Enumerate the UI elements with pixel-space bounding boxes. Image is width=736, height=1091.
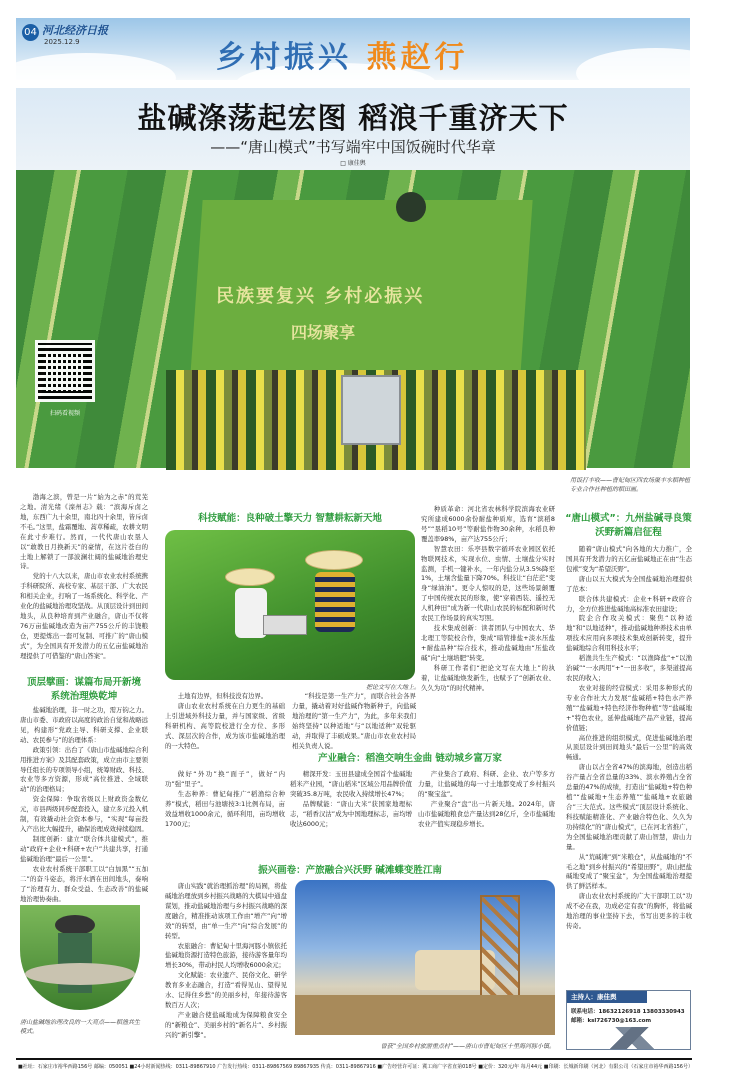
field-art-slogan: 民族要复兴 乡村必振兴 <box>216 286 425 307</box>
industry-text-col2: 精深开发：玉田县建成全国首个盐碱地稻米产业园，“唐山稻米”区域公用品牌价值突破35.8万吨，农民收入持续增长47%； 品牌赋能：“唐山大米”获国家地理标志，“稻香汉沽”成为中国地理标志，亩均增收达6000元； <box>290 770 412 828</box>
editor-host-label: 主持人：康佳舆 <box>567 991 647 1003</box>
masthead-band <box>16 18 690 80</box>
observation-building <box>341 375 401 445</box>
byline: □ 康佳舆 <box>340 160 366 167</box>
qr-caption: 扫码看视频 <box>49 410 80 417</box>
footer-divider <box>16 1058 692 1060</box>
qr-code[interactable] <box>35 340 95 402</box>
editor-phone: 联系电话：18632126918 13803330943 <box>571 1009 685 1015</box>
aerial-rice-field-photo <box>16 170 690 468</box>
industry-text-col3: 产业集合了政府、科研、企业、农户等多方力量，让盐碱地的每一寸土地都变成了乡村振兴的“聚宝盆”。 产业聚合“盘”出一片新天地。2024年，唐山市盐碱地粮食总产量达到28亿斤，全市盐碱地农业产值实现稳步增长。 <box>418 770 555 828</box>
section-text-top-level: 盐碱地治理，非一时之功，需万钧之力。唐山市委、市政府以高度的政治自觉和战略远见，构建形“党政主导、科研支撑、企业联动、农民参与”的治理体系： 政策引领：出台了《唐山市盐碱地综合利用推进方案》及其配套政策，成立由市主要领导任组长的专项领导小组，统筹财政、科技、农业等多方资源，形成“高位推进、全域联动”的治理格局； 资金保障：争取省级以上财政资金数亿元，市县两级同步配套投入，建立多元投入机制，有效撬动社会资本参与，“实现”每亩投入产出比大幅提升，确保治理成效持续稳固。 制度创新：建立“联合体共建模式”，推动“政府+企业+科研+农户”共建共享，打通盐碱地治理“最后一公里”。 农业农村系统干部职工以“白加黑”“五加二”的奋斗姿态，将汗水洒在田间地头，奏响了“治理有力、群众受益、生态改善”的盐碱地治理协奏曲。 <box>20 706 148 903</box>
farmer-fish-net-photo <box>20 905 140 1010</box>
section-heading-top-level: 顶层擘画：谋篇布局开新境 系统治理焕乾坤 <box>26 677 141 703</box>
issue-date: 2025.12.9 <box>44 38 80 46</box>
newspaper-logo: 河北经济日报 <box>42 24 108 37</box>
section-heading-tech: 科技赋能：良种破土擎天力 智慧耕耘新天地 <box>198 513 382 524</box>
section-heading-industry: 产业融合：稻渔交响生金曲 链动城乡富万家 <box>318 753 502 764</box>
intro-text: 渤海之滨，曾是一片“始为之赤”的荒芜之地。清光绪《滦州志》载：“滨海斥卤之地，东西广九十余里，南北四十余里，皆斥卤不毛。”这里，盐霜覆地、蒿草稀疏，农耕文明在此寸步难行。然而，一代代唐山农垦人以“敢教日月换新天”的豪情，在这片苍白的土地上解锁了一部波澜壮阔的盐碱地治理史诗。 党的十八大以来，唐山市农业农村系统携手科研院所、高校专家、基层干部、广大农民和相关企业，打响了一场系统化、科学化、产业化的盐碱地治理攻坚战。从顶层设计到田间地头，从良种培育到产业融合，唐山不仅将76万亩盐碱地改造为亩产755公斤的丰饶粮仓，更提炼出一套可复制、可推广的“唐山模式”，为全国具有开发潜力的五亿亩盐碱地治理提供了可借鉴的“唐山答案”。 <box>20 493 148 660</box>
river-puffer-town-photo <box>295 880 555 1032</box>
main-photo-caption: 用饭打丰收——曹妃甸区四农场聚丰水稻种植专业合作社种植的稻田画。 <box>570 477 691 493</box>
tech-photo-caption: 把论文写在大地上。 <box>365 684 420 691</box>
researchers-in-rice-field-photo <box>165 530 415 680</box>
footer-info: ■社址：石家庄市裕华西路156号 邮编：050051 ■24小时新闻热线：0311-89867910 广告发行热线：0311-89867569 89867935 传真：0311-89867916 ■广告经营许可证：冀工商广字省直第018号 ■定价：320元/年 每月44元 ■印刷：长城新印刷（河北）有限公司（石家庄市裕华西路156号） <box>18 1064 693 1070</box>
subheadline: ——“唐山模式”书写端牢中国饭碗时代华章 <box>210 138 496 156</box>
field-art-text: 四场聚享 <box>291 323 356 342</box>
revitalization-text: 唐山实践“就治理抓治理”的局囿，将盐碱地治理放到乡村振兴战略的大棋局中通盘谋划，推动盐碱地治理与乡村振兴战略的深度融合，精准推动该项工作由“增产”向“增效”的转型，由“单一生产”向“综合发展”的转型。 农旅融合：曹妃甸十里海河豚小镇依托盐碱地资源打造特色旅游，接待游客量年均增长30%，带动村民人均增收6000余元； 文化赋能：农业遗产、民俗文化、研学教育多业态融合，打造“看得见山、望得见水、记得住乡愁”的美丽乡村，年接待游客数百万人次； 产业融合使盐碱地成为保障粮食安全的“新粮仓”、美丽乡村的“新名片”、乡村振兴的“新引擎”。 <box>165 882 287 1039</box>
tangshan-model-text: 随着“唐山模式”向各地的大力推广，全国具有开发潜力的五亿亩盐碱地正在由“生态包袱”变为“希望沃野”。 唐山以五大模式为全国盐碱地治理提供了范本： 联合体共建模式：企业+科研+政府合力，全方位推进盐碱地高标准农田建设； 院企合作攻关模式：聚焦“以种适地”和“以地适种”，推动盐碱地种养技术由单项技术应用向多项技术集成创新转变，提升盐碱地综合利用科技水平； 稻渔共生生产模式：“以渔降盐”+“以渔治碱”“一水两用”+“一田多收”，多渠道提高农民的收入； 农业对接的经营模式：采用多种形式的专业合作社大力发展“盐碱稻+特色水产养殖”“盐碱地+特色经济作物种植”等“盐碱地+”特色农业，延伸盐碱地产品产业链，提高价值链； 高位推进的组织模式，促进盐碱地治理从顶层设计到田间地头“最后一公里”的高效畅通。 唐山以占全省47%的滨海地，创造出稻谷产量占全省总量的33%、滨水养殖占全省总量的47%的成绩，打造出“盐碱地+特色种植”“盐碱地+生态养殖”“盐碱地+农旅融合”三大范式。这些模式“顶层设计系统化、科技赋能精准化、产业融合特色化、久久为功持续化”的“唐山模式”，已在河北省推广，为全国盐碱地治理贡献了唐山智慧，唐山力量。 从“荒碱滩”到“米粮仓”，从盐碱地的“不毛之地”到乡村振兴的“希望田野”，唐山把盐碱地变成了“聚宝盆”，为全国盐碱地治理提供了鲜活样本。 唐山农业农村系统的广大干部职工以“功成不必在我，功成必定有我”的胸怀，将盐碱地治理的事业坚持下去，书写出更多的丰收传奇。 <box>566 545 692 931</box>
headline: 盐碱涤荡起宏图 稻浪千重济天下 <box>137 101 569 135</box>
revitalization-photo-caption: 曾获“全国乡村旅游重点村”——唐山市曹妃甸区十里海河豚小镇。 <box>380 1043 555 1050</box>
bottom-left-photo-caption: 唐山盐碱地治理改良的一大亮点——稻渔共生模式。 <box>20 1019 141 1035</box>
editor-info-box <box>566 990 691 1050</box>
headline-area <box>16 88 690 178</box>
industry-text-col1: 做好“外功”换“面子”，做好“内功”强“里子”。 生态种养：曹妃甸推广“稻渔综合种养”模式，稻田与池塘按3:1比例布局，亩效益增收1000余元，循环利用，亩均增收1700元； <box>165 770 285 828</box>
section-heading-tangshan-model: “唐山模式”：九州盐碱寻良策 沃野新篇启征程 <box>565 513 692 539</box>
section-heading-revitalization: 振兴画卷：产旅融合兴沃野 碱滩蝶变胜江南 <box>258 865 442 876</box>
section-title: 乡村振兴 燕赵行 <box>216 40 469 75</box>
editor-email[interactable]: 邮箱：ksl726730@163.com <box>571 1018 652 1024</box>
tech-text-col1: 土地有边界，但科技没有边界。 唐山农业农村系统在自力更生的基础上引进域外科技力量，并与国家级、省级科研机构、高等院校进行全方位、多形式、深层次的合作，成为该市盐碱地治理的一大特色。 <box>165 692 285 750</box>
tech-text-col3: 种质革命：河北省农林科学院滨海农业研究所建成6000余份耐盐种质库，选育“滨稻8号”“垦稻10号”等耐盐作物30余种，水稻良种覆盖率98%，亩产达755公斤； 智慧农田：乐亭县数字循环农业园区依托物联网技术，实现水位、虫情、土壤盐分实时监测，手机一键补水，一年内盐分从3.5%降至1%，土壤含盐量下降70%。科技让“白茫茫”变身“绿油油”。更令人惊叹的是，这些场景颠覆了中国传统农民的形象，使“穿着西装、遥控无人机种田”成为新一代唐山农民的标配和新时代农民工作场景的真实写照。 技术集成创新：读者团队与中国农大、华北理工等院校合作，集成“暗管排盐+淡水压盐+耐盐品种”综合技术，推动盐碱地由“压盐改碱”向“土壤培肥”转变。 科研工作者们“把论文写在大地上”的执着，让盐碱地焕发新生，也赋予了“创新农业、久久为功”的时代精神。 <box>421 505 555 692</box>
page-number: 04 <box>22 24 39 41</box>
tech-text-col2: “科技是第一生产力”，而联合社会各界力量，撬动着对好盐碱作物新种子，向盐碱地治理的“第一生产力”，为此，多年来我们始终坚持“以种适地”与“以地适种”双轮驱动，并取得了丰硕成果。”唐山市农业农村局相关负责人说。 <box>292 692 416 750</box>
mountain-ink-decoration <box>587 1027 677 1049</box>
